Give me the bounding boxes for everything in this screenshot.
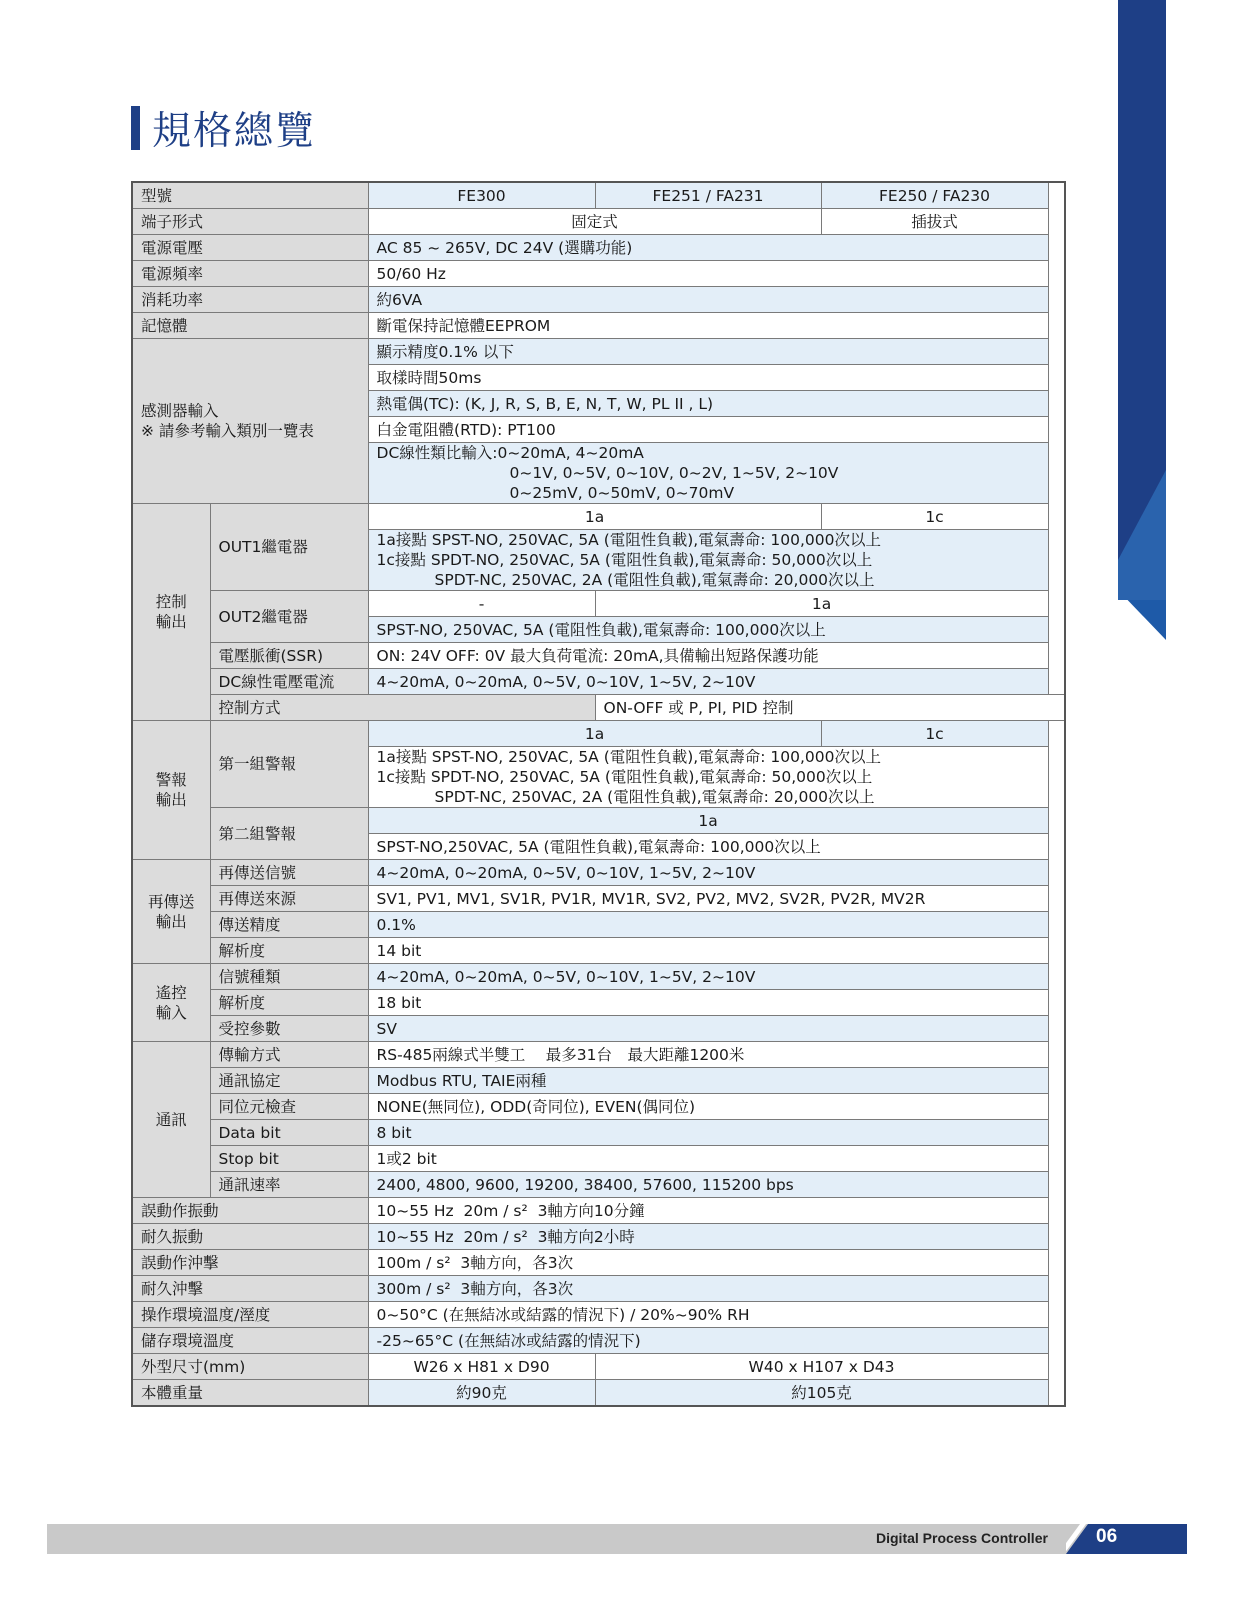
sensor-tc: 熱電偶(TC): (K, J, R, S, B, E, N, T, W, PL II , L) (368, 391, 1048, 417)
alarm1-detail (368, 747, 1048, 808)
value-comm-databit: 8 bit (368, 1120, 1048, 1146)
value-dc-linear: 4~20mA, 0~20mA, 0~5V, 0~10V, 1~5V, 2~10V (368, 669, 1048, 695)
value-remote-type: 4~20mA, 0~20mA, 0~5V, 0~10V, 1~5V, 2~10V (368, 964, 1048, 990)
alarm1-1a: 1a (368, 721, 821, 747)
label-out1: OUT1繼電器 (210, 504, 368, 591)
value-retrans-source: SV1, PV1, MV1, SV1R, PV1R, MV1R, SV2, PV2, MV2, SV2R, PV2R, MV2R (368, 886, 1048, 912)
label-frequency: 電源頻率 (132, 261, 368, 287)
row-voltage (132, 235, 1065, 261)
value-voltage: AC 85 ~ 265V, DC 24V (選購功能) (368, 235, 1048, 261)
model-fe250: FE250 / FA230 (821, 182, 1048, 209)
label-weight: 本體重量 (132, 1380, 368, 1407)
value-comm-protocol: Modbus RTU, TAIE兩種 (368, 1068, 1048, 1094)
title-accent-bar (131, 106, 140, 150)
label-out2: OUT2繼電器 (210, 591, 368, 643)
label-dc-linear: DC線性電壓電流 (210, 669, 368, 695)
row-alarm1-header (132, 721, 1065, 747)
value-retrans-resolution: 14 bit (368, 938, 1048, 964)
out1-line1: 1a接點 SPST-NO, 250VAC, 5A (電阻性負載),電氣壽命: 100,000次以上 (376, 531, 881, 549)
label-control-output: 控制 輸出 (132, 504, 210, 721)
row-comm-protocol (132, 1068, 1065, 1094)
row-memory (132, 313, 1065, 339)
label-voltage: 電源電壓 (132, 235, 368, 261)
side-decoration-band (1118, 0, 1188, 650)
page-title (131, 100, 316, 156)
label-alarm-output: 警報 輸出 (132, 721, 210, 860)
value-remote-resolution: 18 bit (368, 990, 1048, 1016)
value-op-env: 0~50°C (在無結冰或結露的情況下) / 20%~90% RH (368, 1302, 1048, 1328)
value-comm-method: RS-485兩線式半雙工 最多31台 最大距離1200米 (368, 1042, 1048, 1068)
label-remote-type: 信號種類 (210, 964, 368, 990)
value-frequency: 50/60 Hz (368, 261, 1048, 287)
row-sensor-accuracy (132, 339, 1065, 365)
row-retrans-source (132, 886, 1065, 912)
value-comm-parity: NONE(無同位), ODD(奇同位), EVEN(偶同位) (368, 1094, 1048, 1120)
out1-1a: 1a (368, 504, 821, 530)
page-number-tab (1066, 1524, 1187, 1554)
terminal-fixed: 固定式 (368, 209, 821, 235)
value-malfunction-shock: 100m / s² 3軸方向，各3次 (368, 1250, 1048, 1276)
row-frequency (132, 261, 1065, 287)
label-comm-stopbit: Stop bit (210, 1146, 368, 1172)
label-power: 消耗功率 (132, 287, 368, 313)
out1-detail (368, 530, 1048, 591)
sensor-label-1: 感測器輸入 (141, 402, 219, 420)
row-out2-header (132, 591, 1065, 617)
alarm1-1c: 1c (821, 721, 1048, 747)
value-weight-1: 約90克 (368, 1380, 595, 1407)
row-terminal (132, 209, 1065, 235)
out1-line3: SPDT-NC, 250VAC, 2A (電阻性負載),電氣壽命: 20,000次以上 (434, 571, 875, 589)
row-storage (132, 1328, 1065, 1354)
out2-dash: - (368, 591, 595, 617)
alarm2-detail: SPST-NO,250VAC, 5A (電阻性負載),電氣壽命: 100,000次以上 (368, 834, 1048, 860)
label-alarm1: 第一組警報 (210, 721, 368, 808)
label-op-env: 操作環境溫度/溼度 (132, 1302, 368, 1328)
row-comm-databit (132, 1120, 1065, 1146)
row-out1-header (132, 504, 1065, 530)
value-comm-stopbit: 1或2 bit (368, 1146, 1048, 1172)
label-comm-parity: 同位元檢查 (210, 1094, 368, 1120)
label-retrans-signal: 再傳送信號 (210, 860, 368, 886)
value-durable-shock: 300m / s² 3軸方向，各3次 (368, 1276, 1048, 1302)
value-retrans-signal: 4~20mA, 0~20mA, 0~5V, 0~10V, 1~5V, 2~10V (368, 860, 1048, 886)
row-retrans-resolution (132, 938, 1065, 964)
sensor-dc (368, 443, 1048, 504)
row-op-env (132, 1302, 1065, 1328)
row-remote-param (132, 1016, 1065, 1042)
label-comm-databit: Data bit (210, 1120, 368, 1146)
sensor-dc-line3: 0~25mV, 0~50mV, 0~70mV (509, 484, 735, 502)
page-number: 06 (1096, 1526, 1118, 1547)
label-remote-resolution: 解析度 (210, 990, 368, 1016)
label-durable-shock: 耐久沖擊 (132, 1276, 368, 1302)
label-terminal: 端子形式 (132, 209, 368, 235)
value-comm-baud: 2400, 4800, 9600, 19200, 38400, 57600, 115200 bps (368, 1172, 1048, 1198)
row-comm-method (132, 1042, 1065, 1068)
row-durable-shock (132, 1276, 1065, 1302)
model-fe300: FE300 (368, 182, 595, 209)
row-retrans-accuracy (132, 912, 1065, 938)
row-model (132, 182, 1065, 209)
sensor-rtd: 白金電阻體(RTD): PT100 (368, 417, 1048, 443)
alarm1-line3: SPDT-NC, 250VAC, 2A (電阻性負載),電氣壽命: 20,000次以上 (434, 788, 875, 806)
sensor-label-2: ※ 請參考輸入類別一覽表 (141, 422, 314, 440)
row-power (132, 287, 1065, 313)
row-comm-stopbit (132, 1146, 1065, 1172)
value-remote-param: SV (368, 1016, 1048, 1042)
sensor-dc-line2: 0~1V, 0~5V, 0~10V, 0~2V, 1~5V, 2~10V (509, 464, 839, 482)
label-alarm2: 第二組警報 (210, 808, 368, 860)
row-comm-parity (132, 1094, 1065, 1120)
alarm2-1a: 1a (368, 808, 1048, 834)
sensor-dc-line1: DC線性類比輸入:0~20mA, 4~20mA (376, 444, 644, 462)
value-ssr: ON: 24V OFF: 0V 最大負荷電流: 20mA,具備輸出短路保護功能 (368, 643, 1048, 669)
row-control-method (132, 695, 1065, 721)
label-memory: 記憶體 (132, 313, 368, 339)
footer-product-name: Digital Process Controller (876, 1530, 1048, 1546)
label-comm-baud: 通訊速率 (210, 1172, 368, 1198)
label-storage: 儲存環境溫度 (132, 1328, 368, 1354)
out2-1a: 1a (595, 591, 1048, 617)
model-fe251: FE251 / FA231 (595, 182, 821, 209)
label-durable-vib: 耐久振動 (132, 1224, 368, 1250)
page-title-text: 規格總覽 (152, 109, 317, 154)
out1-1c: 1c (821, 504, 1048, 530)
label-remote-param: 受控參數 (210, 1016, 368, 1042)
row-ssr (132, 643, 1065, 669)
value-storage: -25~65°C (在無結冰或結露的情況下) (368, 1328, 1048, 1354)
out1-line2: 1c接點 SPDT-NO, 250VAC, 5A (電阻性負載),電氣壽命: 50,000次以上 (376, 551, 873, 569)
row-alarm2-header (132, 808, 1065, 834)
label-ssr: 電壓脈衝(SSR) (210, 643, 368, 669)
sensor-sampling: 取樣時間50ms (368, 365, 1048, 391)
alarm1-line1: 1a接點 SPST-NO, 250VAC, 5A (電阻性負載),電氣壽命: 100,000次以上 (376, 748, 881, 766)
row-malfunction-shock (132, 1250, 1065, 1276)
label-dimension: 外型尺寸(mm) (132, 1354, 368, 1380)
label-malfunction-vib: 誤動作振動 (132, 1198, 368, 1224)
alarm1-line2: 1c接點 SPDT-NO, 250VAC, 5A (電阻性負載),電氣壽命: 50,000次以上 (376, 768, 873, 786)
spec-table (131, 181, 1066, 1407)
terminal-plug: 插拔式 (821, 209, 1048, 235)
label-retransmit-output: 再傳送 輸出 (132, 860, 210, 964)
label-comm-protocol: 通訊協定 (210, 1068, 368, 1094)
value-durable-vib: 10~55 Hz 20m / s² 3軸方向2小時 (368, 1224, 1048, 1250)
row-durable-vib (132, 1224, 1065, 1250)
value-malfunction-vib: 10~55 Hz 20m / s² 3軸方向10分鐘 (368, 1198, 1048, 1224)
value-control-method: ON-OFF 或 P, PI, PID 控制 (595, 695, 1065, 721)
row-dc-linear (132, 669, 1065, 695)
label-model: 型號 (132, 182, 368, 209)
value-weight-2: 約105克 (595, 1380, 1048, 1407)
row-dimension (132, 1354, 1065, 1380)
row-weight (132, 1380, 1065, 1407)
value-dimension-1: W26 x H81 x D90 (368, 1354, 595, 1380)
sensor-accuracy: 顯示精度0.1% 以下 (368, 339, 1048, 365)
label-control-method: 控制方式 (210, 695, 595, 721)
value-power: 約6VA (368, 287, 1048, 313)
label-remote-input: 遙控 輸入 (132, 964, 210, 1042)
label-malfunction-shock: 誤動作沖擊 (132, 1250, 368, 1276)
out2-detail: SPST-NO, 250VAC, 5A (電阻性負載),電氣壽命: 100,000次以上 (368, 617, 1048, 643)
row-remote-type (132, 964, 1065, 990)
row-malfunction-vib (132, 1198, 1065, 1224)
value-memory: 斷電保持記憶體EEPROM (368, 313, 1048, 339)
value-dimension-2: W40 x H107 x D43 (595, 1354, 1048, 1380)
label-retrans-accuracy: 傳送精度 (210, 912, 368, 938)
label-comm-method: 傳輸方式 (210, 1042, 368, 1068)
label-retrans-resolution: 解析度 (210, 938, 368, 964)
label-communication: 通訊 (132, 1042, 210, 1198)
value-retrans-accuracy: 0.1% (368, 912, 1048, 938)
label-retrans-source: 再傳送來源 (210, 886, 368, 912)
row-remote-resolution (132, 990, 1065, 1016)
row-comm-baud (132, 1172, 1065, 1198)
row-retrans-signal (132, 860, 1065, 886)
label-sensor-input (132, 339, 368, 504)
